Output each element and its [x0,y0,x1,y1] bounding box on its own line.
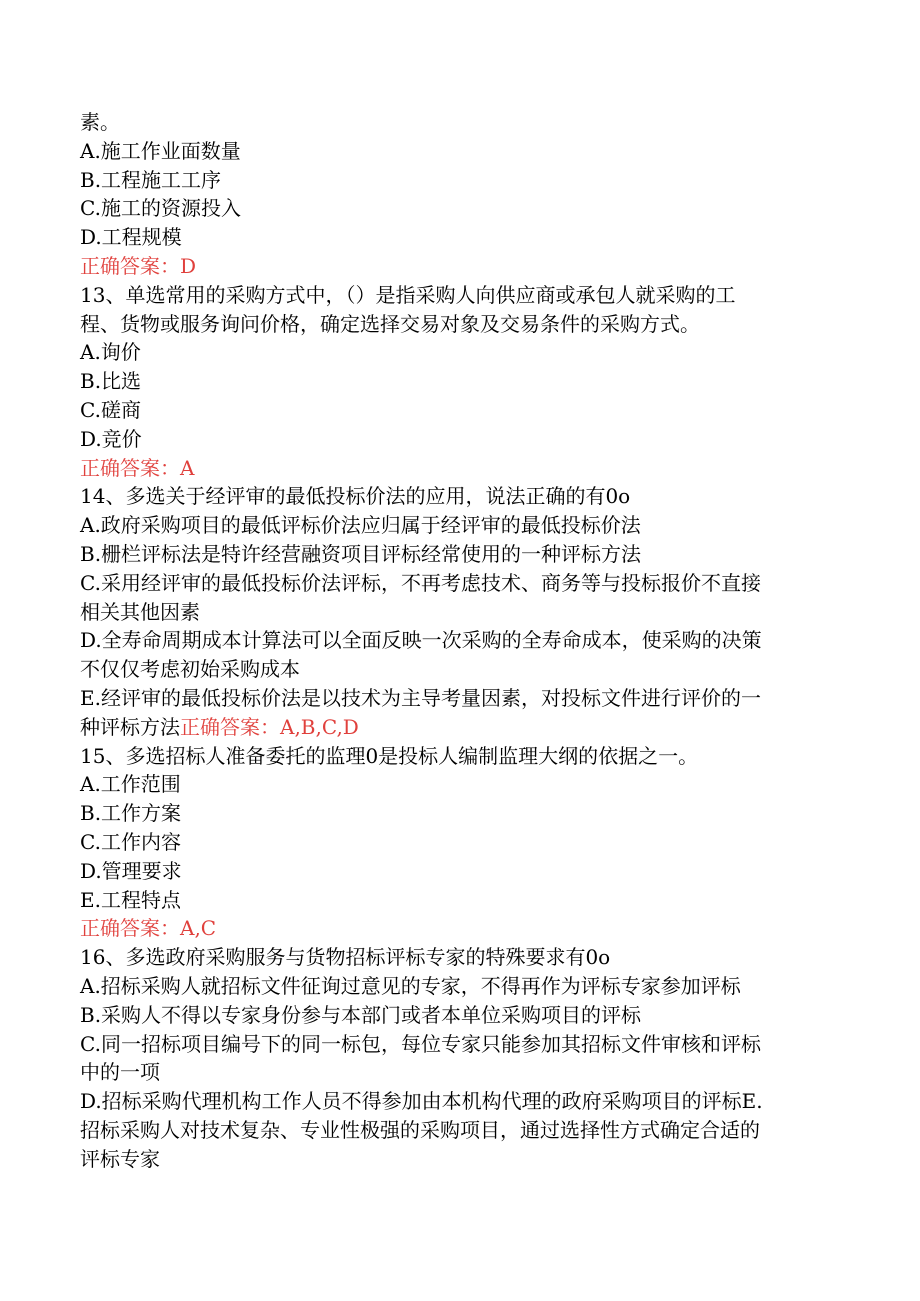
option-e-cont: 评标专家 [80,1146,160,1171]
option-c: C.磋商 [80,397,141,422]
option-d-cont: 不仅仅考虑初始采购成本 [80,657,300,682]
option-a: A.询价 [80,340,141,365]
answer-label: 正确答案： [80,455,180,480]
option-c: C.同一招标项目编号下的同一标包，每位专家只能参加其招标文件审核和评标 [80,1031,761,1056]
answer-label: 正确答案： [80,916,180,941]
option-c-cont: 相关其他因素 [80,599,200,624]
question-13-text: 13、单选常用的采购方式中，（）是指采购人向供应商或承包人就采购的工 [80,282,736,307]
option-c: C.工作内容 [80,829,181,854]
option-c: C.施工的资源投入 [80,196,241,221]
answer-label: 正确答案： [80,253,180,278]
option-e: E.经评审的最低投标价法是以技术为主导考量因素，对投标文件进行评价的一 [80,685,761,710]
option-d: D.招标采购代理机构工作人员不得参加由本机构代理的政府采购项目的评标E. [80,1089,763,1114]
question-16-text: 16、多选政府采购服务与货物招标评标专家的特殊要求有0o [80,945,611,970]
answer-value: D [180,253,197,278]
answer-value: A,B,C,D [280,714,359,739]
option-c-cont: 中的一项 [80,1060,160,1085]
option-e-cont: 种评标方法 [80,714,180,739]
answer-value: A,C [180,916,217,941]
option-e: E.工程特点 [80,887,181,912]
option-d: D.全寿命周期成本计算法可以全面反映一次采购的全寿命成本，使采购的决策 [80,628,762,653]
question-13-text-cont: 程、货物或服务询问价格，确定选择交易对象及交易条件的采购方式。 [80,311,700,336]
option-c: C.采用经评审的最低投标价法评标，不再考虑技术、商务等与投标报价不直接 [80,570,761,595]
option-b: B.工程施工工序 [80,167,222,192]
option-a: A.工作范围 [80,772,181,797]
option-b: B.栅栏评标法是特许经营融资项目评标经常使用的一种评标方法 [80,541,642,566]
option-a: A.招标采购人就招标文件征询过意见的专家，不得再作为评标专家参加评标 [80,973,741,998]
document-page [80,108,825,1173]
option-b: B.比选 [80,369,142,394]
option-d: D.工程规模 [80,225,182,250]
option-b: B.工作方案 [80,801,182,826]
option-d: D.管理要求 [80,858,182,883]
option-e: 招标采购人对技术复杂、专业性极强的采购项目，通过选择性方式确定合适的 [80,1117,760,1142]
question-14-text: 14、多选关于经评审的最低投标价法的应用，说法正确的有0o [80,484,631,509]
option-d: D.竞价 [80,426,142,451]
text-line: 素。 [80,110,120,134]
correct-answer [80,454,825,483]
option-b: B.采购人不得以专家身份参与本部门或者本单位采购项目的评标 [80,1002,642,1027]
option-a: A.施工作业面数量 [80,138,241,163]
option-a: A.政府采购项目的最低评标价法应归属于经评审的最低投标价法 [80,513,641,538]
correct-answer [80,252,825,281]
question-15-text: 15、多选招标人准备委托的监理0是投标人编制监理大纲的依据之一。 [80,743,699,768]
answer-value: A [180,455,195,480]
answer-label: 正确答案： [180,714,280,739]
correct-answer [80,914,825,943]
option-e-with-answer [80,713,825,742]
